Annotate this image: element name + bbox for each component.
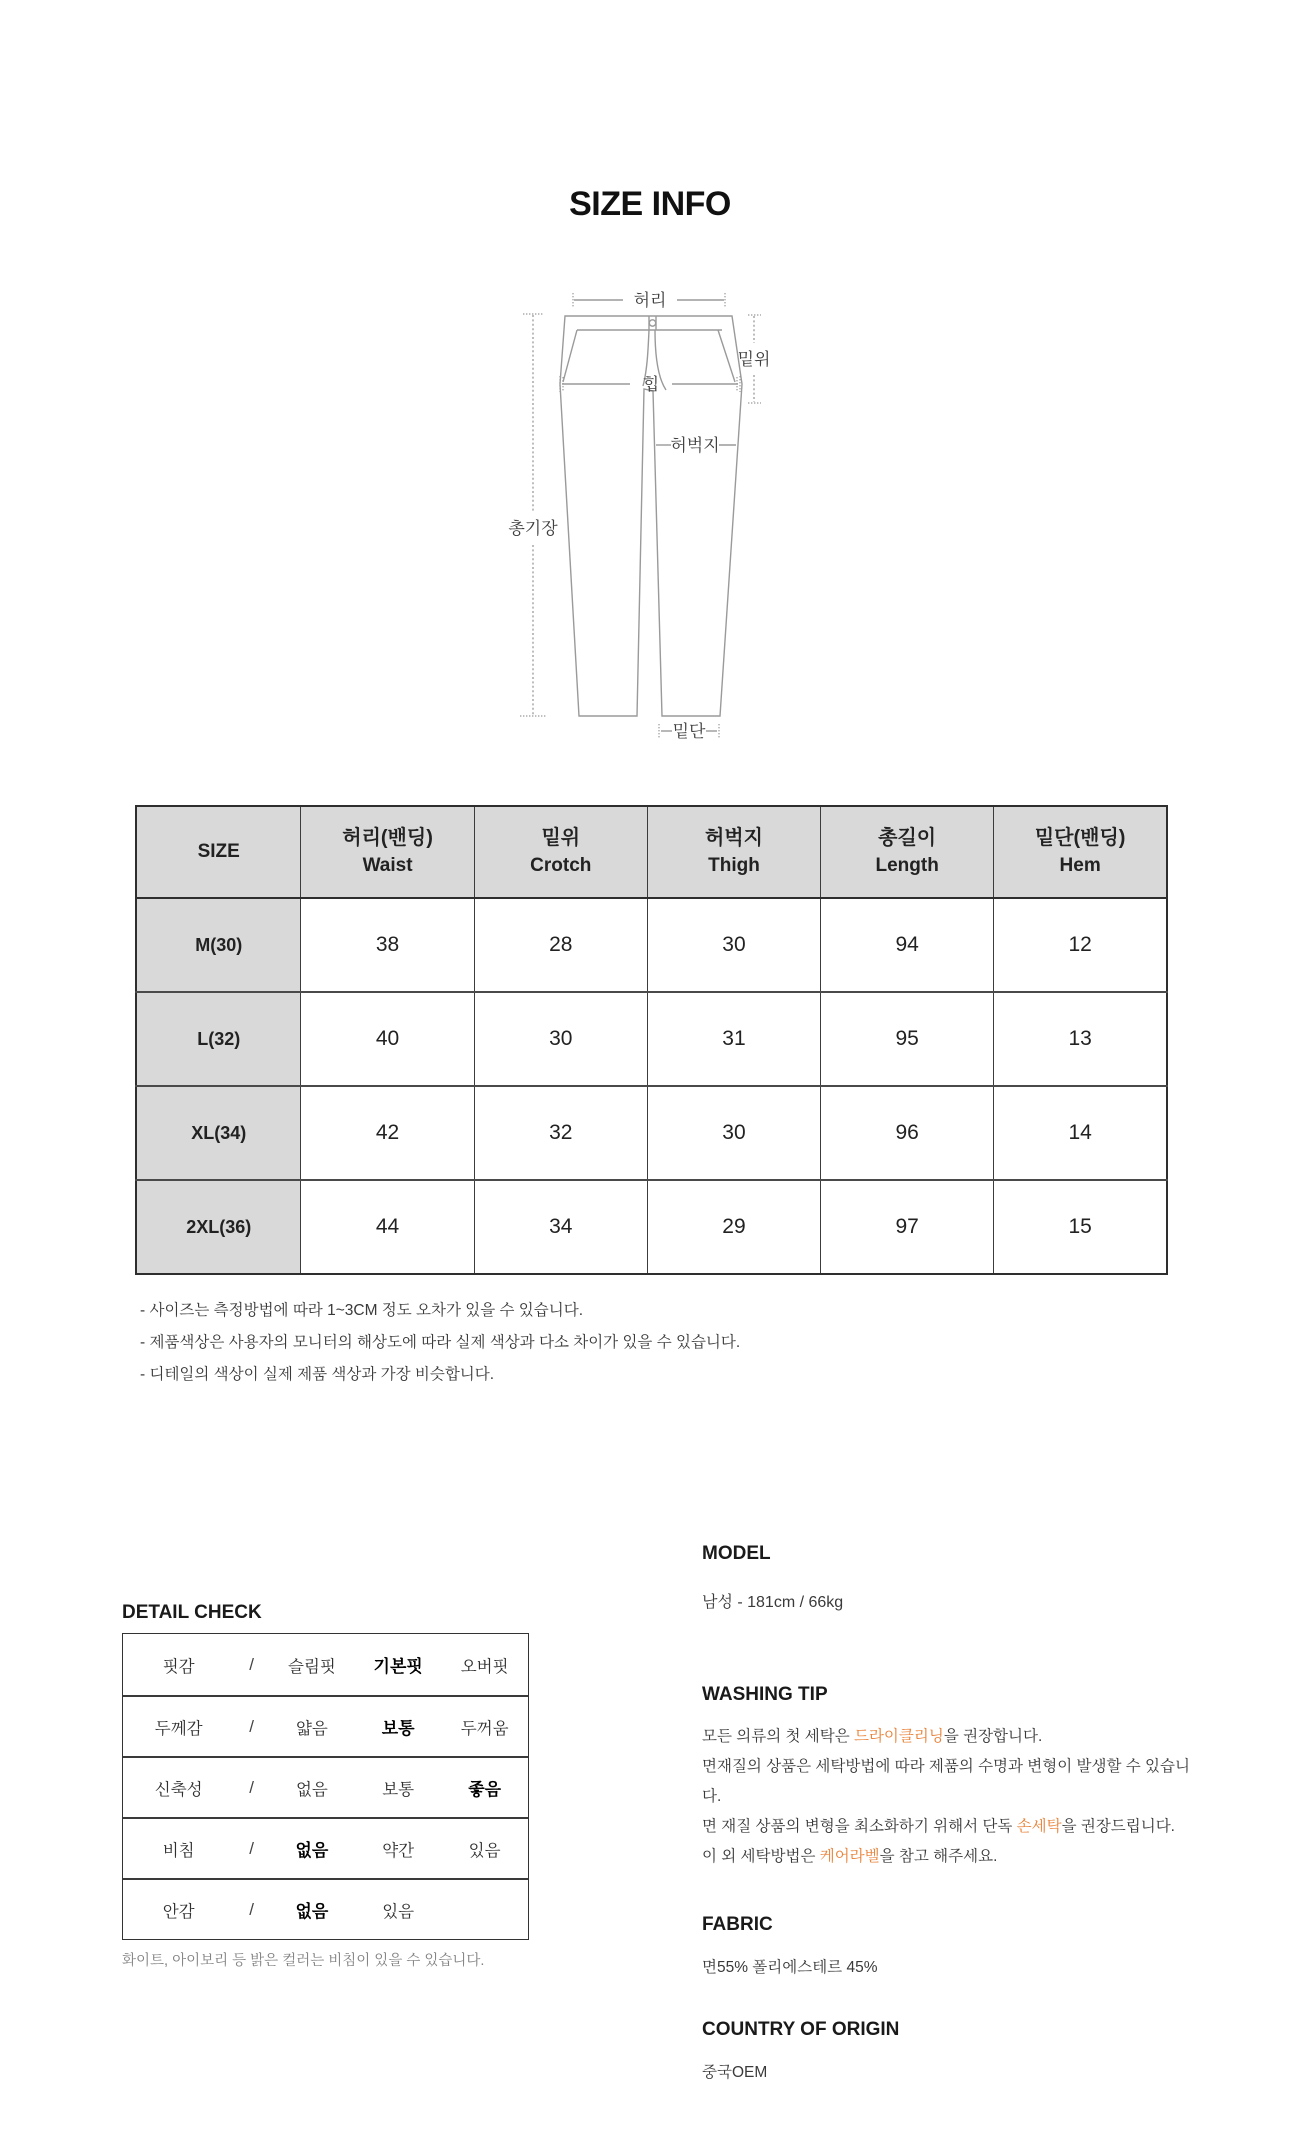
waistband-left-diagonal: [563, 330, 577, 382]
detail-option: 있음: [382, 1902, 415, 1921]
text-segment: 을 참고 해주세요.: [879, 1848, 998, 1865]
washing-tip-line: [702, 1842, 1202, 1872]
washing-tip-line: [702, 1722, 1202, 1752]
detail-label: 비침: [162, 1841, 195, 1860]
pants-measurement-diagram: [465, 283, 945, 763]
diagram-label-thigh: 허벅지: [670, 436, 720, 455]
row-size-label: L(32): [136, 992, 301, 1086]
table-row: [136, 1086, 1167, 1180]
detail-option: 없음: [295, 1780, 328, 1799]
detail-option: 얇음: [295, 1719, 328, 1738]
text-segment: 모든 의류의 첫 세탁은: [702, 1728, 854, 1745]
text-segment: 면 재질 상품의 변형을 최소화하기 위해서 단독: [702, 1818, 1017, 1835]
fabric-composition: 면55% 폴리에스테르 45%: [702, 1959, 878, 1976]
size-note-line: - 사이즈는 측정방법에 따라 1~3CM 정도 오차가 있을 수 있습니다.: [140, 1302, 584, 1319]
detail-option: 있음: [468, 1841, 501, 1860]
page-title: SIZE INFO: [569, 185, 731, 223]
table-row: [136, 898, 1167, 992]
diagram-label-total-length: 총기장: [508, 519, 558, 538]
detail-label: 신축성: [154, 1780, 203, 1799]
cell-value: 29: [647, 1180, 820, 1274]
cell-value: 12: [994, 898, 1167, 992]
col-header-size: SIZE: [136, 806, 301, 898]
waistband-right-diagonal: [718, 330, 735, 382]
model-spec: 남성 - 181cm / 66kg: [702, 1594, 844, 1611]
detail-label: 안감: [162, 1902, 195, 1921]
cell-value: 32: [474, 1086, 647, 1180]
text-segment: 을 권장합니다.: [943, 1728, 1043, 1745]
detail-option: 약간: [382, 1841, 415, 1860]
highlighted-term: 드라이클리닝: [853, 1728, 944, 1745]
size-table: [135, 805, 1168, 1275]
highlighted-term: 손세탁: [1016, 1818, 1062, 1835]
col-header-thigh: 허벅지 Thigh: [647, 806, 820, 898]
cell-value: 30: [647, 898, 820, 992]
fabric-title: FABRIC: [702, 1914, 773, 1935]
diagram-label-crotch: 밑위: [737, 350, 771, 369]
detail-option: 보통: [381, 1719, 415, 1738]
detail-option: 보통: [382, 1780, 415, 1799]
origin-value: 중국OEM: [702, 2064, 768, 2081]
cell-value: 40: [301, 992, 474, 1086]
col-header-length: 총길이 Length: [821, 806, 994, 898]
detail-row-stretch: [123, 1756, 528, 1817]
text-segment: 면재질의 상품은 세탁방법에 따라 제품의 수명과 변형이 발생할 수 있습니다.: [702, 1758, 1190, 1805]
text-segment: 을 권장드립니다.: [1061, 1818, 1175, 1835]
detail-option: 없음: [295, 1902, 329, 1921]
detail-option: 슬림핏: [288, 1657, 336, 1676]
detail-separator: /: [249, 1899, 254, 1919]
cell-value: 97: [821, 1180, 994, 1274]
highlighted-term: 케어라벨: [819, 1848, 880, 1865]
col-header-waist: 허리(밴딩) Waist: [301, 806, 474, 898]
washing-tip-lines: [702, 1722, 1202, 1872]
size-notes: [140, 1295, 740, 1391]
diagram-label-hip: 힙: [642, 375, 660, 394]
cell-value: 28: [474, 898, 647, 992]
cell-value: 14: [994, 1086, 1167, 1180]
detail-separator: /: [249, 1777, 254, 1797]
cell-value: 31: [647, 992, 820, 1086]
cell-value: 42: [301, 1086, 474, 1180]
detail-label: 두께감: [154, 1719, 203, 1738]
text-segment: 이 외 세탁방법은: [702, 1848, 820, 1865]
detail-option: 좋음: [468, 1780, 502, 1799]
cell-value: 34: [474, 1180, 647, 1274]
detail-check-title: DETAIL CHECK: [122, 1602, 262, 1623]
table-row: [136, 992, 1167, 1086]
detail-check-table: [122, 1633, 529, 1940]
cell-value: 96: [821, 1086, 994, 1180]
pants-diagram-svg: [465, 283, 945, 763]
cell-value: 38: [301, 898, 474, 992]
detail-option: 두꺼움: [460, 1719, 509, 1738]
cell-value: 44: [301, 1180, 474, 1274]
diagram-label-hem: 밑단: [672, 722, 706, 741]
cell-value: 13: [994, 992, 1167, 1086]
row-size-label: M(30): [136, 898, 301, 992]
row-size-label: XL(34): [136, 1086, 301, 1180]
cell-value: 30: [647, 1086, 820, 1180]
cell-value: 30: [474, 992, 647, 1086]
detail-separator: /: [249, 1654, 254, 1674]
detail-check-footnote: 화이트, 아이보리 등 밝은 컬러는 비침이 있을 수 있습니다.: [122, 1953, 485, 1969]
detail-option: 없음: [295, 1841, 329, 1860]
washing-tip-line: [702, 1812, 1202, 1842]
button-icon: [649, 320, 655, 326]
detail-option: 오버핏: [460, 1657, 509, 1676]
cell-value: 15: [994, 1180, 1167, 1274]
detail-row-lining: [123, 1878, 528, 1939]
row-size-label: 2XL(36): [136, 1180, 301, 1274]
detail-label: 핏감: [162, 1657, 195, 1676]
cell-value: 94: [821, 898, 994, 992]
washing-tip-line: [702, 1752, 1202, 1812]
size-table-header-row: [136, 806, 1167, 898]
detail-row-fit: [123, 1634, 528, 1695]
col-header-crotch: 밑위 Crotch: [474, 806, 647, 898]
detail-separator: /: [249, 1838, 254, 1858]
col-header-hem: 밑단(밴딩) Hem: [994, 806, 1167, 898]
detail-separator: /: [249, 1716, 254, 1736]
product-info-column: [702, 1543, 1202, 2082]
detail-option: 기본핏: [373, 1657, 423, 1676]
detail-row-thickness: [123, 1695, 528, 1756]
model-title: MODEL: [702, 1543, 771, 1564]
diagram-label-waist: 허리: [633, 291, 667, 310]
origin-title: COUNTRY OF ORIGIN: [702, 2019, 900, 2040]
table-row: [136, 1180, 1167, 1274]
detail-row-sheerness: [123, 1817, 528, 1878]
washing-tip-title: WASHING TIP: [702, 1684, 828, 1705]
cell-value: 95: [821, 992, 994, 1086]
size-note-line: - 디테일의 색상이 실제 제품 색상과 가장 비슷합니다.: [140, 1366, 495, 1383]
size-note-line: - 제품색상은 사용자의 모니터의 해상도에 따라 실제 색상과 다소 차이가 있을 수 있습니다.: [140, 1334, 741, 1351]
